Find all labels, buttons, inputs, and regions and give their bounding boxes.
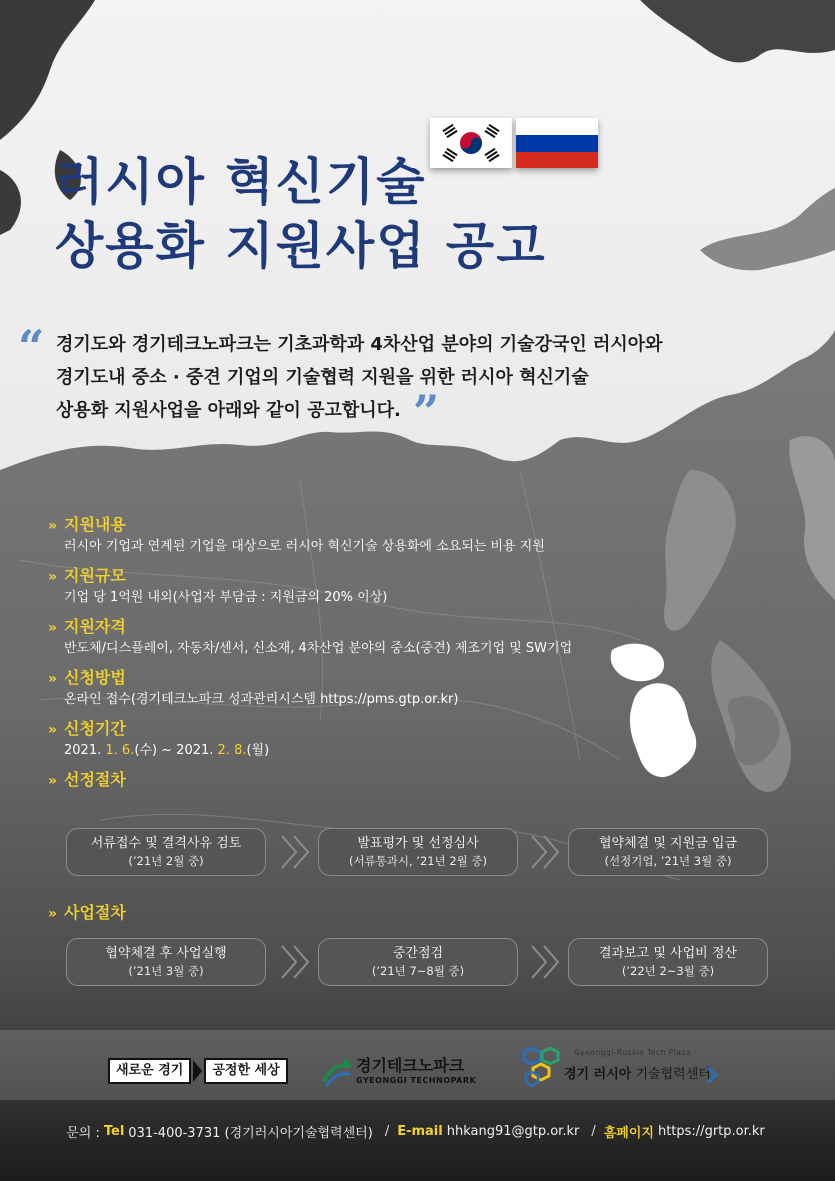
title-line-2: 상용화 지원사업 공고: [55, 217, 547, 275]
section-body: 러시아 기업과 연계된 기업을 대상으로 러시아 혁신기술 상용화에 소요되는 비용 지원: [64, 539, 545, 554]
grtp-name-rest: 기술협력센터: [631, 1067, 711, 1082]
chevron-right-icon: »: [48, 773, 58, 789]
gtp-name-korean: 경기테크노파크: [356, 1056, 465, 1075]
flow-step-title: 협약체결 후 사업실행: [105, 946, 227, 961]
flow-step-title: 발표평가 및 선정심사: [357, 836, 479, 851]
page-title: [55, 150, 615, 278]
double-chevron-icon: [526, 942, 566, 982]
flow-step-title: 중간점검: [392, 946, 444, 961]
section-application-period: [48, 718, 808, 761]
chevron-right-icon: »: [48, 518, 58, 534]
contact-bar: [0, 1110, 835, 1152]
grtp-name-korean: [564, 1066, 711, 1084]
flow-step-note: (’21년 7~8월 중): [371, 964, 465, 978]
section-body: 기업 당 1억원 내외(사업자 부담금 : 지원금의 20% 이상): [64, 590, 388, 605]
flow-step-note: (서류통과시, ’21년 2월 중): [348, 854, 488, 868]
period-start-date: 1. 6.: [105, 743, 135, 758]
section-body: [64, 741, 808, 761]
flow-step: [318, 828, 518, 876]
divider: /: [384, 1123, 390, 1139]
period-text: 2021.: [64, 743, 106, 758]
chevron-right-icon: »: [48, 722, 58, 738]
chevron-right-icon: »: [48, 906, 58, 922]
intro-line-3: 상용화 지원사업을 아래와 같이 공고합니다.: [56, 400, 401, 421]
flow-step-title: 결과보고 및 사업비 정산: [599, 946, 737, 961]
tel-value[interactable]: 031-400-3731 (경기러시아기술협력센터): [128, 1125, 373, 1141]
flow-step: [568, 828, 768, 876]
section-selection-process: [48, 769, 808, 792]
section-eligibility: [48, 616, 808, 659]
website-label: 홈페이지: [603, 1125, 654, 1141]
chevron-right-icon: »: [48, 569, 58, 585]
section-support-scale: [48, 565, 808, 608]
gtp-name-english: GYEONGGI TECHNOPARK: [356, 1076, 477, 1085]
flow-step-title: 협약체결 및 지원금 입금: [599, 836, 737, 851]
slogan-text-a: 새로운 경기: [108, 1058, 191, 1084]
email-link[interactable]: hhkang91@gtp.or.kr: [446, 1123, 580, 1139]
grtp-name-english: Gyeonggi-Russia Tech Plaza: [574, 1048, 691, 1057]
website-link[interactable]: https://grtp.or.kr: [657, 1123, 765, 1139]
period-text: ~ 2021.: [157, 743, 218, 758]
grtp-logo: [522, 1046, 732, 1092]
section-body: 온라인 접수(경기테크노파크 성과관리시스템 https://pms.gtp.or.kr): [64, 692, 459, 707]
period-end-weekday: (월): [246, 743, 270, 758]
divider: /: [591, 1123, 596, 1139]
gyeonggi-slogan-logo: [108, 1058, 288, 1084]
double-chevron-icon: [276, 832, 316, 872]
section-heading: 지원자격: [64, 617, 126, 636]
section-heading: 신청기간: [64, 719, 126, 738]
double-chevron-icon: [526, 832, 566, 872]
section-heading: 신청방법: [64, 668, 126, 687]
title-line-1: 러시아 혁신기술: [55, 153, 427, 211]
flow-step: [66, 828, 266, 876]
business-flow: [66, 938, 770, 986]
section-heading: 지원내용: [64, 515, 126, 534]
logo-bar: [0, 1040, 835, 1100]
section-heading: 지원규모: [64, 566, 126, 585]
double-chevron-icon: [276, 942, 316, 982]
flow-step-note: (’21년 2월 중): [128, 854, 204, 868]
flow-step: [568, 938, 768, 986]
gtp-logo-icon: [322, 1058, 352, 1088]
flow-step: [66, 938, 266, 986]
chevron-right-icon: »: [48, 620, 58, 636]
flow-step: [318, 938, 518, 986]
email-label: E-mail: [397, 1123, 443, 1139]
section-body: 반도체/디스플레이, 자동차/센서, 신소재, 4차산업 분야의 중소(중견) 제조기업 및 SW기업: [64, 641, 573, 656]
flow-step-note: (’21년 3월 중): [128, 964, 204, 978]
period-start-weekday: (수): [134, 743, 158, 758]
selection-flow: [66, 828, 770, 876]
grtp-name-bold: 경기 러시아: [564, 1067, 632, 1082]
intro-paragraph: [18, 320, 808, 439]
contact-prefix: 문의 :: [66, 1125, 100, 1141]
open-quote-icon: “: [18, 320, 45, 374]
gtp-logo: [322, 1056, 492, 1090]
hexagon-cluster-icon: [522, 1046, 562, 1090]
close-quote-icon: ”: [412, 385, 440, 439]
slogan-text-b: 공정한 세상: [204, 1058, 287, 1084]
flow-step-note: (’22년 2~3월 중): [621, 964, 715, 978]
section-application-method: [48, 667, 808, 710]
section-support-content: [48, 514, 808, 557]
section-heading: 사업절차: [64, 903, 126, 922]
chevron-right-icon: »: [48, 671, 58, 687]
intro-line-1: 경기도와 경기테크노파크는 기초과학과 4차산업 분야의 기술강국인 러시아와: [56, 334, 663, 355]
flow-step-note: (선정기업, ’21년 3월 중): [604, 854, 732, 868]
intro-line-2: 경기도내 중소 · 중견 기업의 기술협력 지원을 위한 러시아 혁신기술: [56, 367, 589, 388]
details-sections: [48, 514, 808, 800]
slogan-divider-icon: [193, 1060, 202, 1082]
section-business-process: [48, 902, 126, 925]
section-heading: 선정절차: [64, 770, 126, 789]
period-end-date: 2. 8.: [217, 743, 247, 758]
flow-step-title: 서류접수 및 결격사유 검토: [90, 836, 242, 851]
arrow-right-icon: [706, 1066, 718, 1084]
tel-label: Tel: [103, 1123, 125, 1139]
